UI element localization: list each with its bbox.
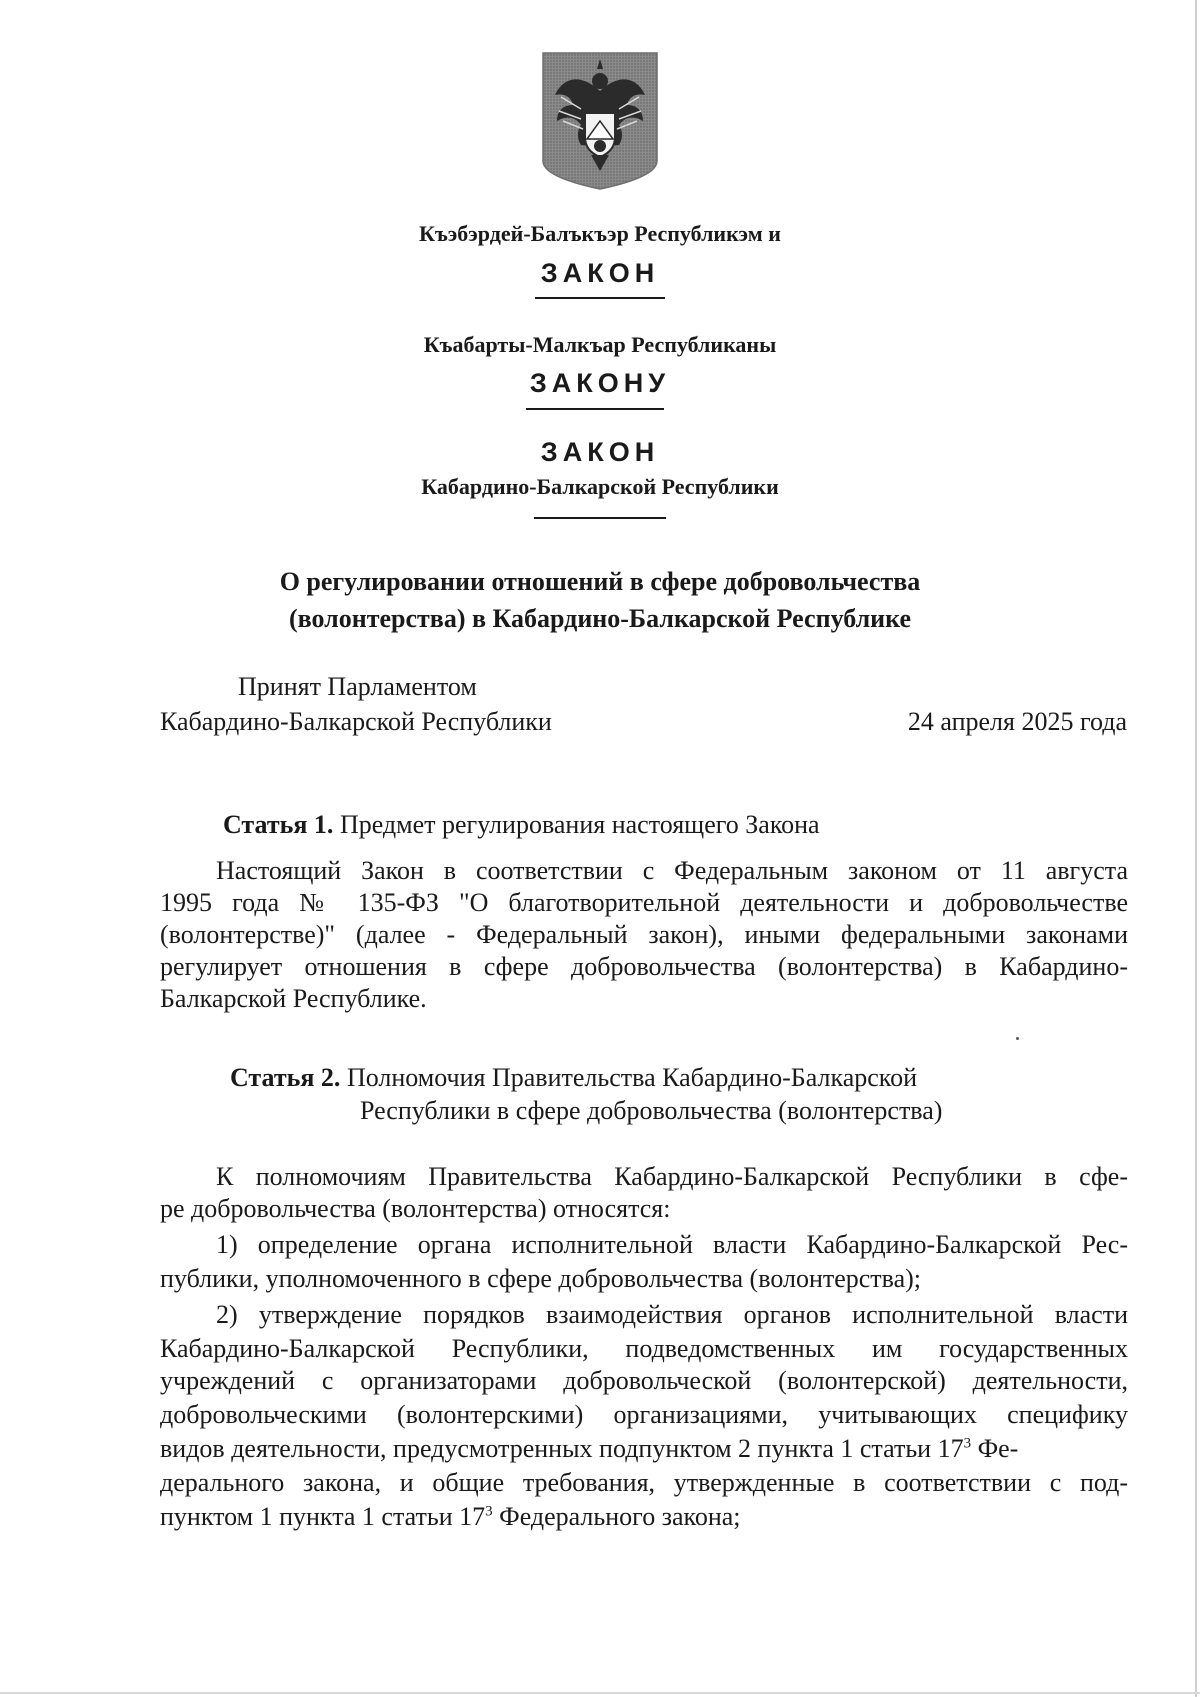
coat-of-arms-emblem (541, 51, 659, 190)
article-2-item-2-line-6: дерального закона, и общие требования, утвержденные в соответствии с под- (160, 1468, 1128, 1497)
article-2-title-line-1: Полномочия Правительства Кабардино-Балкарской (346, 1063, 918, 1092)
article-2-item-2-line-3: учреждений с организаторами добровольческой (волонтерской) деятельности, (160, 1366, 1128, 1395)
balkar-republic-line: Къабарты-Малкъар Республиканы (423, 332, 777, 357)
article-2-heading (230, 1062, 917, 1094)
article-1-label: Статья 1. (223, 810, 334, 839)
article-2-item-2-line-7 (160, 1501, 741, 1533)
article-1-line-1: Настоящий Закон в соответствии с Федеральным законом от 11 августа (216, 856, 1128, 885)
article-2-item-2-line-5 (160, 1433, 1128, 1465)
article-1-line-3: (волонтерстве)" (далее - Федеральный закон), иными федеральными законами (160, 920, 1128, 949)
article-1-line-4: регулирует отношения в сфере добровольчества (волонтерства) в Кабардино- (160, 952, 1128, 981)
russian-republic-line: Кабардино-Балкарской Республики (421, 474, 779, 499)
adoption-line-2: Кабардино-Балкарской Республики (160, 707, 552, 736)
adoption-line-1: Принят Парламентом (238, 672, 477, 701)
russian-law-word: ЗАКОН (540, 437, 660, 467)
law-title-line-2: (волонтерства) в Кабардино-Балкарской Республике (288, 604, 912, 633)
header-rule-2 (526, 408, 664, 410)
adoption-date: 24 апреля 2025 года (907, 707, 1127, 736)
article-2-item-2-line-5-text: видов деятельности, предусмотренных подпунктом 2 пункта 1 статьи 17 (160, 1434, 964, 1463)
article-2-item-1-line-1: 1) определение органа исполнительной власти Кабардино-Балкарской Рес- (216, 1230, 1128, 1259)
article-2-item-2-line-4: добровольческими (волонтерскими) организациями, учитывающих специфику (160, 1400, 1128, 1429)
article-2-intro-line-1: К полномочиям Правительства Кабардино-Балкарской Республики в сфе- (216, 1162, 1128, 1191)
article-2-title-line-2: Республики в сфере добровольчества (волонтерства) (360, 1096, 943, 1125)
header-rule-3 (534, 517, 666, 519)
article-1-title: Предмет регулирования настоящего Закона (339, 810, 820, 839)
scan-edge-bottom (0, 1692, 1200, 1694)
article-2-intro-line-2: ре добровольчества (волонтерства) относятся: (160, 1194, 671, 1223)
article-2-item-2-line-5-end: Фе- (977, 1434, 1019, 1463)
article-2-item-2-line-7-end: Федерального закона; (499, 1502, 741, 1531)
article-2-item-2-line-2: Кабардино-Балкарской Республики, подведомственных им государственных (160, 1334, 1128, 1363)
kabardian-republic-line: Къэбэрдей-Балъкъэр Республикэм и (419, 221, 781, 246)
kabardian-law-word: ЗАКОН (540, 258, 660, 288)
scan-edge-right (1195, 0, 1197, 1697)
article-2-item-1-line-2: публики, уполномоченного в сфере добровольчества (волонтерства); (160, 1264, 922, 1293)
article-1-heading (223, 809, 820, 841)
article-1-line-2: 1995 года № 135-ФЗ "О благотворительной деятельности и добровольчестве (160, 888, 1128, 917)
law-title-line-1: О регулировании отношений в сфере добровольчества (279, 567, 921, 596)
article-2-item-2-line-7-text: пунктом 1 пункта 1 статьи 17 (160, 1502, 486, 1531)
article-17-superscript: 3 (963, 1435, 972, 1452)
article-1-line-5: Балкарской Республике. (160, 984, 427, 1013)
scan-speck (1016, 1037, 1019, 1040)
header-rule-1 (535, 297, 665, 299)
article-17-superscript-2: 3 (485, 1503, 493, 1520)
article-2-item-2-line-1: 2) утверждение порядков взаимодействия органов исполнительной власти (216, 1300, 1128, 1329)
balkar-law-word: ЗАКОНУ (529, 368, 671, 398)
article-2-label: Статья 2. (230, 1063, 341, 1092)
